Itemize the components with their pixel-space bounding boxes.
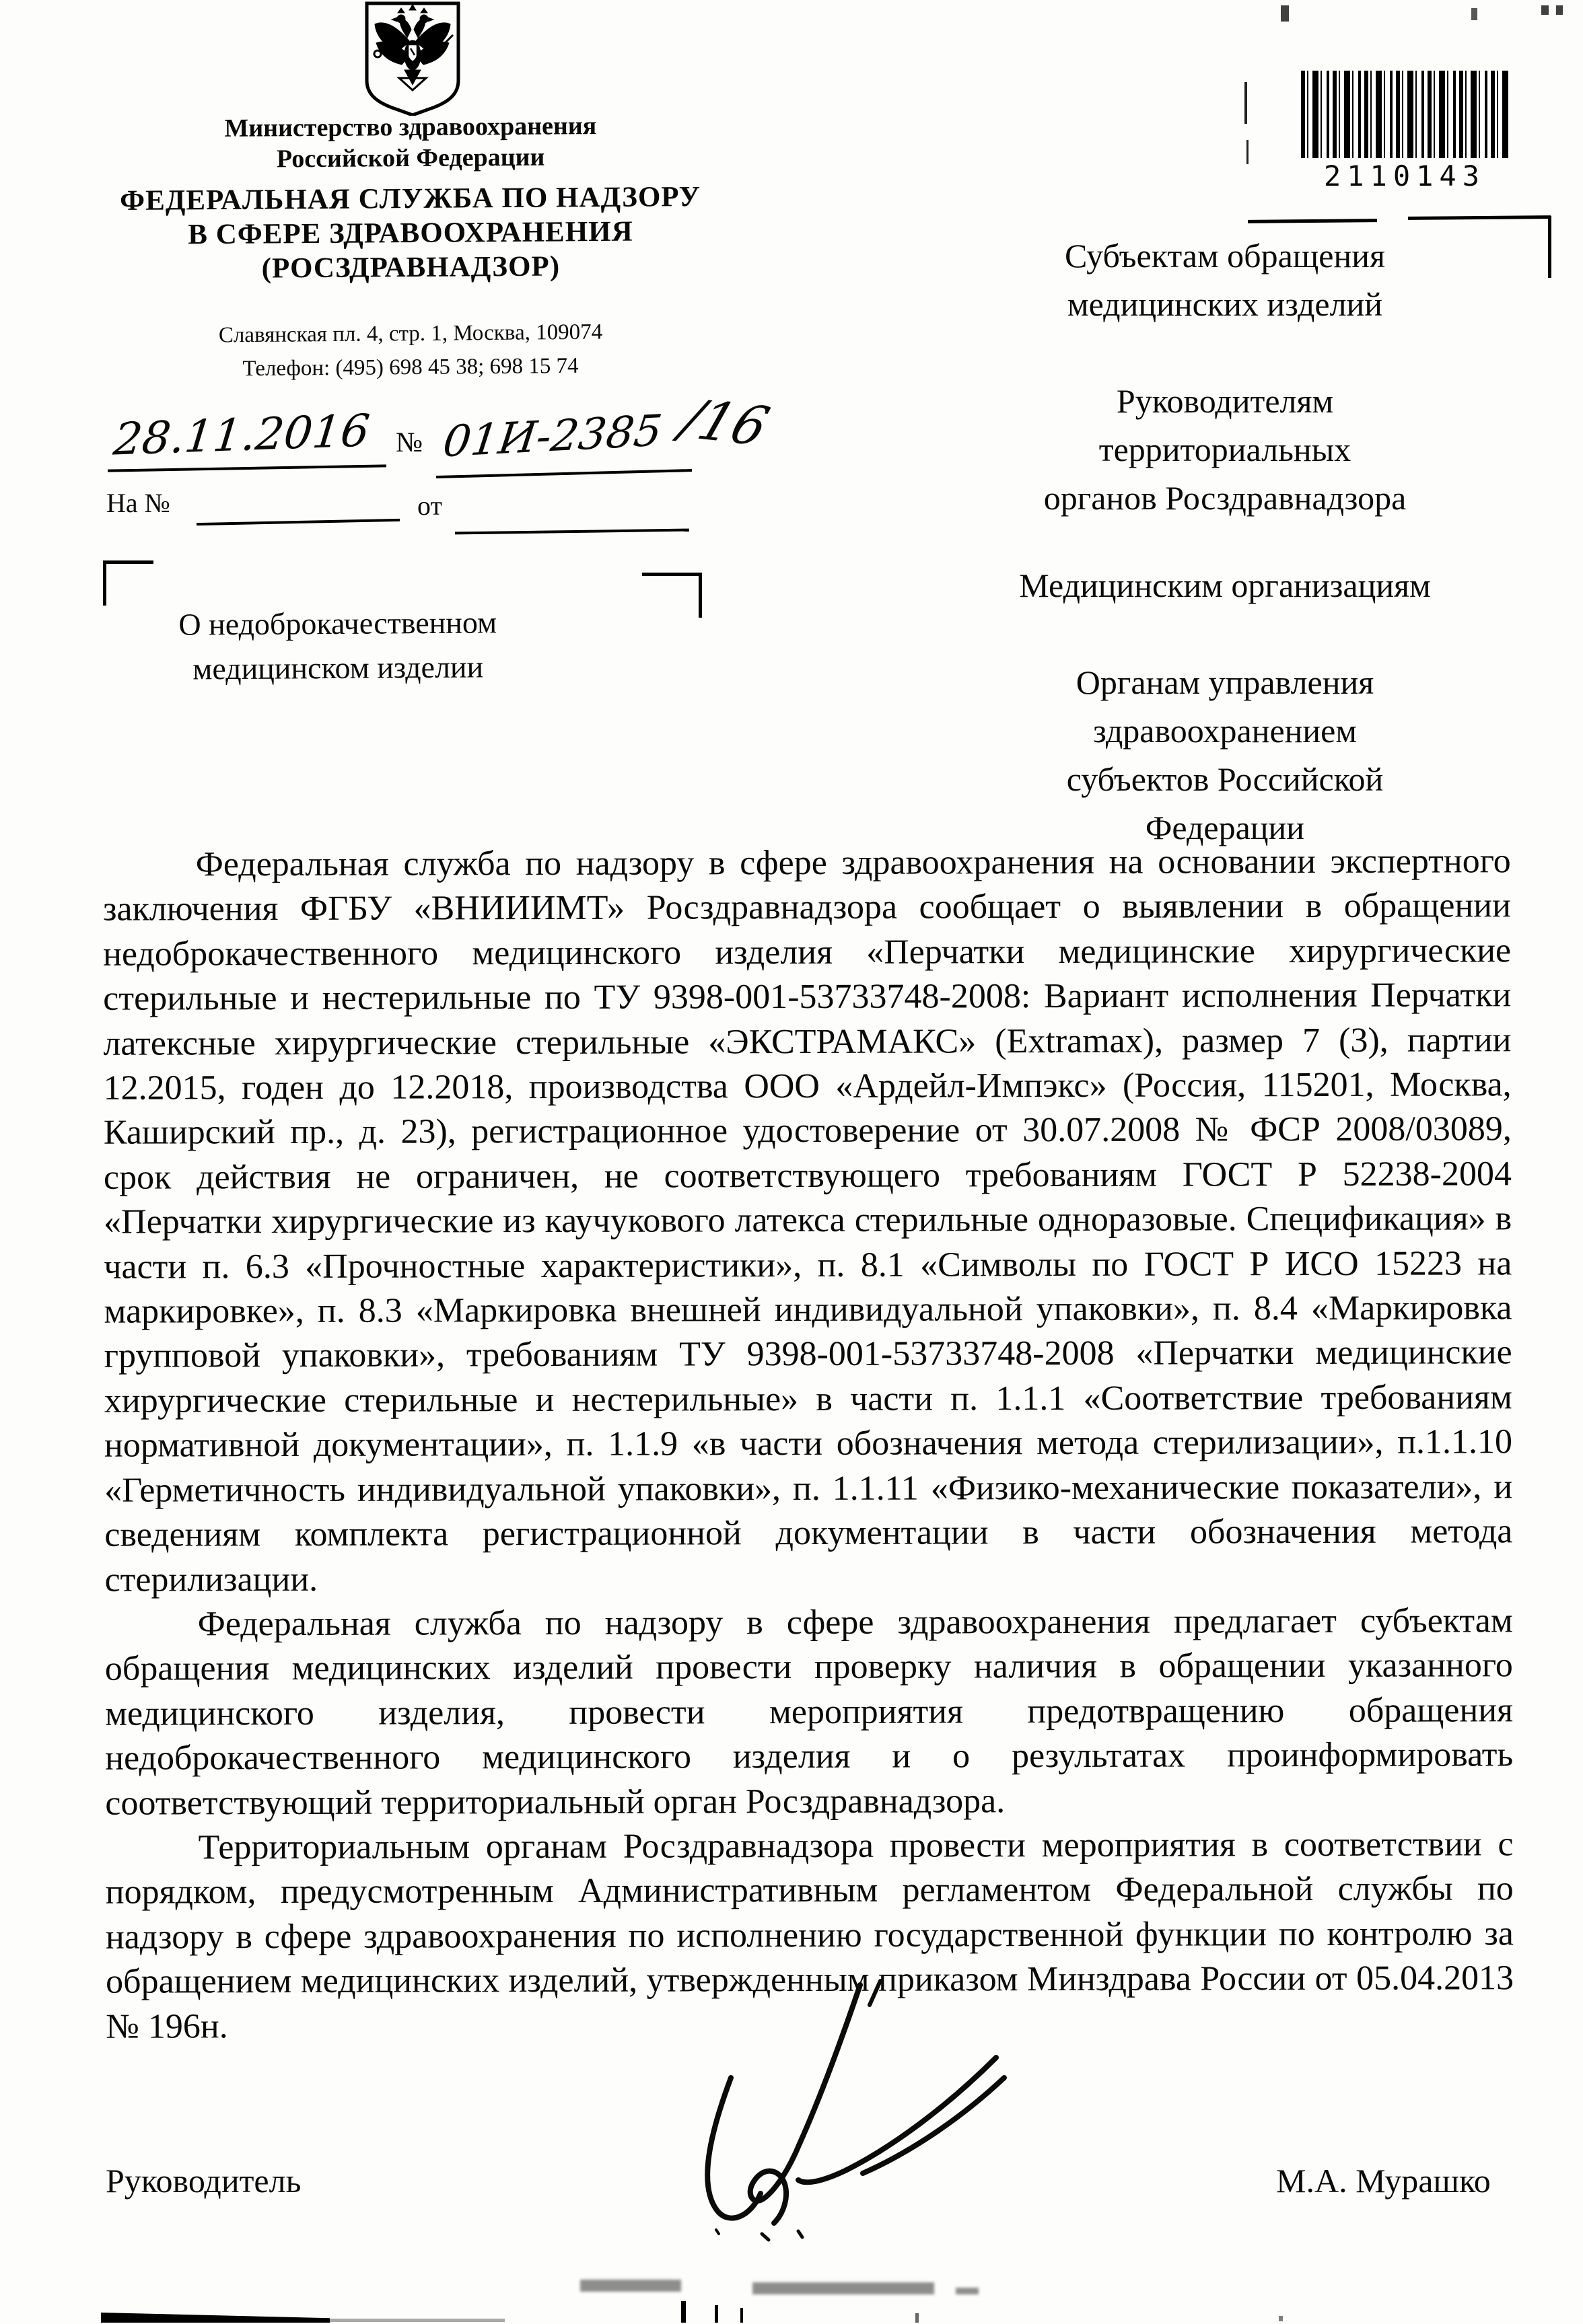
subject-line-1: О недоброкачественном xyxy=(178,605,497,642)
addressee-corner-line-1 xyxy=(1248,219,1377,223)
service-line-1: ФЕДЕРАЛЬНАЯ СЛУЖБА ПО НАДЗОРУ xyxy=(120,180,701,217)
addressee-line: Федерации xyxy=(1145,809,1305,846)
subject-corner-mark-right xyxy=(642,573,702,618)
ministry-line-1: Министерство здравоохранения xyxy=(224,112,597,143)
addressee-line: Органам управления xyxy=(1076,663,1374,701)
scan-artifact xyxy=(1244,82,1247,124)
scan-artifact xyxy=(1246,140,1248,164)
scan-artifact xyxy=(580,2280,681,2292)
ministry-name xyxy=(101,110,721,176)
in-reply-from-label: от xyxy=(417,491,442,521)
outgoing-number-suffix-handwritten: /16 xyxy=(673,388,777,458)
addressee-line: Руководителям xyxy=(1116,382,1334,420)
service-line-3: (РОСЗДРАВНАДЗОР) xyxy=(261,250,561,285)
scan-artifact xyxy=(1471,8,1477,20)
body-paragraph-3: Территориальным органам Росздравнадзора провести мероприятия в соответствии с порядком, предусмотренным Административным регламентом Федеральной службы по надзору в сфере здравоохранения по исполнению государственной функции по контролю за обращением медицинских изделий, утвержденным приказом Минздрава России от 05.04.2013 № 196н. xyxy=(105,1825,1514,2046)
addressee-block-4 xyxy=(957,658,1493,852)
signature-title: Руководитель xyxy=(106,2162,302,2200)
addressee-line: Медицинским организациям xyxy=(1019,567,1431,604)
date-underline xyxy=(108,464,386,472)
outgoing-number-label: № xyxy=(396,427,423,458)
addressee-corner-line-2 xyxy=(1408,215,1551,220)
addressee-line: Субъектам обращения xyxy=(1065,237,1385,275)
outgoing-number-handwritten: 01И-2385 xyxy=(440,406,665,468)
service-line-2: В СФЕРЕ ЗДРАВООХРАНЕНИЯ xyxy=(188,215,633,251)
signature-name: М.А. Мурашко xyxy=(1276,2162,1491,2200)
in-reply-to-label: На № xyxy=(106,488,170,518)
in-reply-from-blank-line xyxy=(455,529,689,535)
scan-artifact xyxy=(956,2288,979,2294)
in-reply-to-blank-line xyxy=(197,519,400,525)
scan-artifact xyxy=(915,2313,919,2323)
body-paragraph-2: Федеральная служба по надзору в сфере здравоохранения предлагает субъектам обращения медицинских изделий провести проверку наличия в обращении указанного медицинского изделия, провести мероприятия предотвращению обращения недоброкачественного медицинского изделия и о результатах проинформировать соответствующий территориальный орган Росздравнадзора. xyxy=(104,1601,1514,1823)
scan-artifact xyxy=(1279,2316,1283,2321)
scan-artifact xyxy=(715,2305,718,2323)
scan-artifact xyxy=(330,2319,505,2322)
scan-artifact xyxy=(1281,5,1289,22)
service-name xyxy=(80,180,740,287)
addressee-line: медицинских изделий xyxy=(1067,285,1383,323)
subject-block xyxy=(149,600,527,692)
addressee-block-1 xyxy=(957,231,1493,328)
addressee-line: территориальных xyxy=(1098,431,1351,468)
number-underline xyxy=(436,469,692,478)
barcode-icon xyxy=(1301,71,1508,158)
letterhead-address: Славянская пл. 4, стр. 1, Москва, 109074 xyxy=(218,320,603,348)
coat-of-arms-icon xyxy=(360,1,465,116)
addressee-line: органов Росздравнадзора xyxy=(1043,479,1407,517)
scan-artifact xyxy=(101,2313,330,2323)
addressee-line: субъектов Российской xyxy=(1066,760,1384,798)
outgoing-date-handwritten: 28.11.2016 xyxy=(111,404,372,466)
addressee-block-3 xyxy=(957,561,1493,610)
scan-artifact xyxy=(752,2282,934,2294)
signature-autograph-icon xyxy=(591,1975,1028,2247)
body-paragraph-1: Федеральная служба по надзору в сфере здравоохранения на основании экспертного заключения ФГБУ «ВНИИИМТ» Росздравнадзора сообщает о выявлении в обращении недоброкачественного медицинского изделия «Перчатки медицинские хирургические стерильные и нестерильные по ТУ 9398-001-53733748-2008: Вариант исполнения Перчатки латексные хирургические стерильные «ЭКСТРАМАКС» (Extramax), размер 7 (3), партии 12.2015, годен до 12.2018, производства ООО «Ардейл-Импэкс» (Россия, 115201, Москва, Каширский пр., д. 23), регистрационное удостоверение от 30.07.2008 № ФСР 2008/03089, срок действия не ограничен, не соответствующего требованиям ГОСТ Р 52238-2004 «Перчатки хирургические из каучукового латекса стерильные одноразовые. Спецификация» в части п. 6.3 «Прочностные характеристики», п. 8.1 «Символы по ГОСТ Р ИСО 15223 на маркировке», п. 8.3 «Маркировка внешней индивидуальной упаковки», п. 8.4 «Маркировка групповой упаковки», требованиям ТУ 9398-001-53733748-2008 «Перчатки медицинские хирургические стерильные и нестерильные» в части п. 1.1.1 «Соответствие требованиям нормативной документации», п. 1.1.9 «в части обозначения метода стерилизации», п.1.1.10 «Герметичность индивидуальной упаковки», п. 1.1.11 «Физико-механические показатели», и сведениям комплекта регистрационной документации в части обозначения метода стерилизации. xyxy=(102,842,1513,1599)
addressee-corner-vertical xyxy=(1548,216,1551,278)
addressee-line: здравоохранением xyxy=(1093,712,1357,750)
subject-line-2: медицинском изделии xyxy=(192,649,484,686)
scan-artifact xyxy=(681,2301,686,2323)
scan-artifact xyxy=(1556,5,1563,15)
scan-artifact xyxy=(1541,5,1549,15)
letterhead-phone: Телефон: (495) 698 45 38; 698 15 74 xyxy=(242,353,579,382)
addressee-block-2 xyxy=(957,377,1493,522)
barcode-number: 2110143 xyxy=(1323,159,1485,192)
letter-body xyxy=(103,839,1514,2049)
ministry-line-2: Российской Федерации xyxy=(276,143,545,174)
scan-artifact xyxy=(740,2308,743,2323)
subject-corner-mark-left xyxy=(103,560,153,606)
